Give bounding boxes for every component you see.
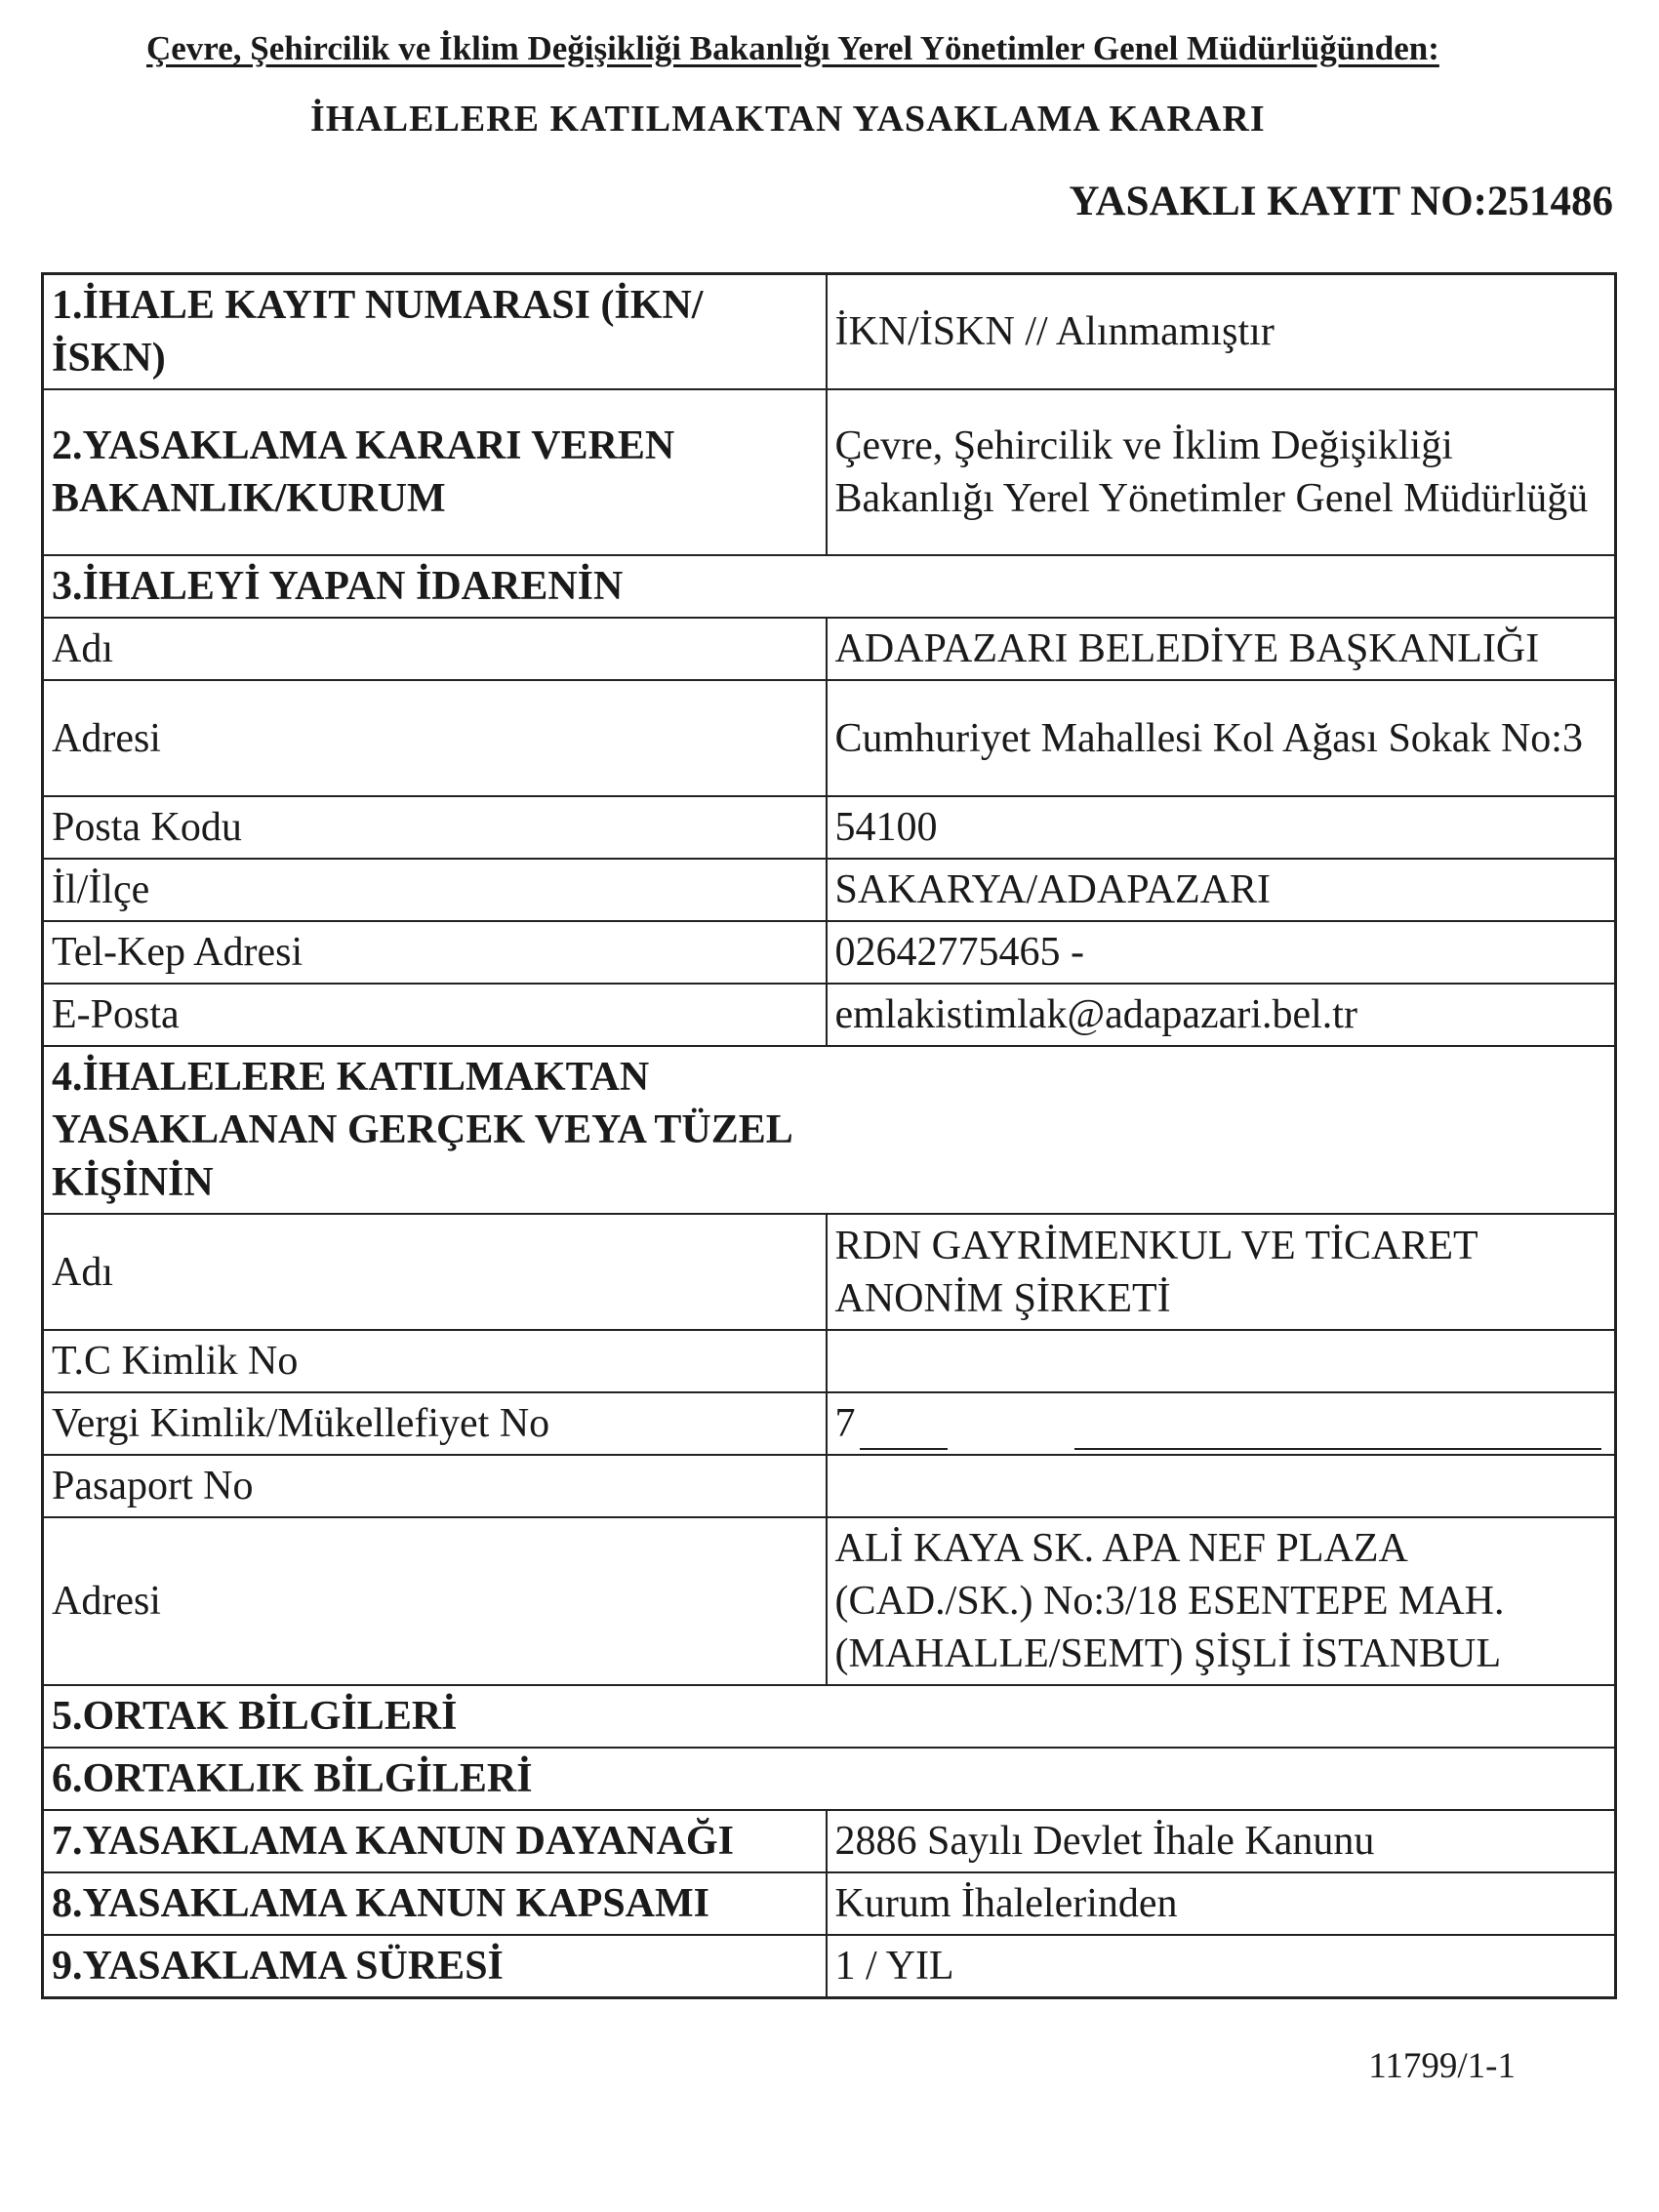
tax-id-label: Vergi Kimlik/Mükellefiyet No	[43, 1392, 827, 1455]
admin-address-label: Adresi	[43, 680, 827, 796]
tax-id-cell	[827, 1392, 1616, 1455]
banned-address-value: ALİ KAYA SK. APA NEF PLAZA (CAD./SK.) No:3/18 ESENTEPE MAH. (MAHALLE/SEMT) ŞİŞLİ İSTANBUL	[827, 1517, 1616, 1685]
table-row	[43, 1872, 1616, 1935]
section-1-label: 1.İHALE KAYIT NUMARASI (İKN/ İSKN)	[43, 274, 827, 390]
email-value: emlakistimlak@adapazari.bel.tr	[827, 984, 1616, 1046]
table-row	[43, 1046, 1616, 1214]
province-district-value: SAKARYA/ADAPAZARI	[827, 859, 1616, 921]
section-5-heading: 5.ORTAK BİLGİLERİ	[43, 1685, 1616, 1748]
table-row	[43, 1330, 1616, 1392]
admin-address-value: Cumhuriyet Mahallesi Kol Ağası Sokak No:3	[827, 680, 1616, 796]
table-row	[43, 1214, 1616, 1330]
admin-name-value: ADAPAZARI BELEDİYE BAŞKANLIĞI	[827, 618, 1616, 680]
province-district-label: İl/İlçe	[43, 859, 827, 921]
ban-decision-table	[41, 272, 1617, 1999]
passport-value	[827, 1455, 1616, 1517]
section-6-heading: 6.ORTAKLIK BİLGİLERİ	[43, 1748, 1616, 1810]
table-row	[43, 921, 1616, 984]
section-2-value: Çevre, Şehircilik ve İklim Değişikliği Bakanlığı Yerel Yönetimler Genel Müdürlüğü	[827, 389, 1616, 555]
record-number: YASAKLI KAYIT NO:251486	[1069, 179, 1613, 224]
section-4-heading: 4.İHALELERE KATILMAKTAN YASAKLANAN GERÇEK VEYA TÜZEL KİŞİNİN	[43, 1046, 1616, 1214]
footer-code: 11799/1-1	[1368, 2046, 1516, 2086]
postal-code-value: 54100	[827, 796, 1616, 859]
table-row	[43, 680, 1616, 796]
section-8-value: Kurum İhalelerinden	[827, 1872, 1616, 1935]
table-row	[43, 389, 1616, 555]
issuer-line: Çevre, Şehircilik ve İklim Değişikliği Bakanlığı Yerel Yönetimler Genel Müdürlüğünden:	[146, 29, 1439, 67]
tel-kep-value: 02642775465 -	[827, 921, 1616, 984]
table-row	[43, 1517, 1616, 1685]
tel-kep-label: Tel-Kep Adresi	[43, 921, 827, 984]
section-9-value: 1 / YIL	[827, 1935, 1616, 1998]
banned-name-value: RDN GAYRİMENKUL VE TİCARET ANONİM ŞİRKETİ	[827, 1214, 1616, 1330]
table-row	[43, 984, 1616, 1046]
table-row	[43, 1748, 1616, 1810]
section-9-label: 9.YASAKLAMA SÜRESİ	[43, 1935, 827, 1998]
banned-name-label: Adı	[43, 1214, 827, 1330]
table-row	[43, 796, 1616, 859]
banned-address-label: Adresi	[43, 1517, 827, 1685]
section-3-heading: 3.İHALEYİ YAPAN İDARENİN	[43, 555, 1616, 618]
passport-label: Pasaport No	[43, 1455, 827, 1517]
table-row	[43, 1455, 1616, 1517]
section-7-value: 2886 Sayılı Devlet İhale Kanunu	[827, 1810, 1616, 1872]
section-7-label: 7.YASAKLAMA KANUN DAYANAĞI	[43, 1810, 827, 1872]
table-row	[43, 1685, 1616, 1748]
section-2-label: 2.YASAKLAMA KARARI VEREN BAKANLIK/KURUM	[43, 389, 827, 555]
table-row	[43, 1392, 1616, 1455]
tc-id-label: T.C Kimlik No	[43, 1330, 827, 1392]
postal-code-label: Posta Kodu	[43, 796, 827, 859]
tax-id-value: 7	[834, 1401, 856, 1446]
table-row	[43, 1810, 1616, 1872]
table-row	[43, 1935, 1616, 1998]
table-row	[43, 274, 1616, 390]
tc-id-value	[827, 1330, 1616, 1392]
admin-name-label: Adı	[43, 618, 827, 680]
document-title: İHALELERE KATILMAKTAN YASAKLAMA KARARI	[310, 99, 1266, 140]
table-row	[43, 555, 1616, 618]
section-8-label: 8.YASAKLAMA KANUN KAPSAMI	[43, 1872, 827, 1935]
table-row	[43, 618, 1616, 680]
table-row	[43, 859, 1616, 921]
email-label: E-Posta	[43, 984, 827, 1046]
redaction-mark	[1074, 1419, 1601, 1450]
section-1-value: İKN/İSKN // Alınmamıştır	[827, 274, 1616, 390]
redaction-mark	[860, 1419, 948, 1450]
